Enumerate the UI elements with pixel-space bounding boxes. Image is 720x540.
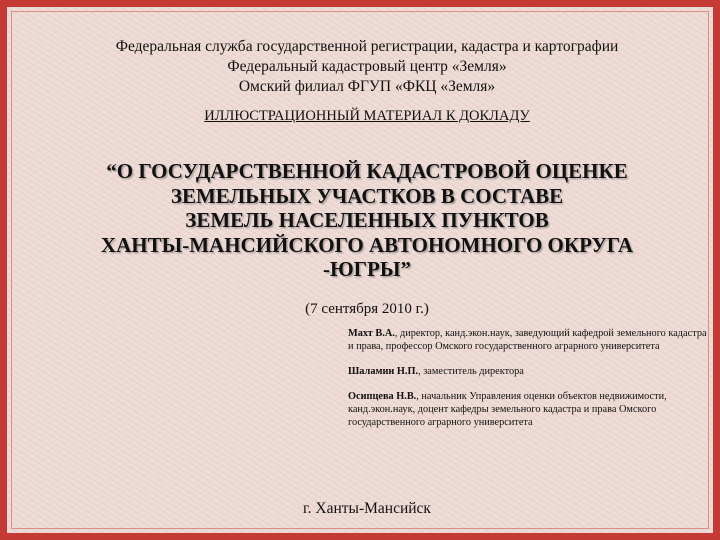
title-line: ЗЕМЕЛЬ НАСЕЛЕННЫХ ПУНКТОВ [185,208,549,232]
author-entry [348,390,708,429]
author-description: , заместитель директора [418,366,524,377]
author-description: , начальник Управления оценки объектов недвижимости, канд.экон.наук, доцент кафедры земельного кадастра и права Омского государственного аграрного университета [348,391,667,428]
title-line: -ЮГРЫ” [323,257,411,281]
header-line-agency: Федеральная служба государственной регистрации, кадастра и картографии [115,38,619,55]
author-entry [348,365,708,378]
header-line-center: Федеральный кадастровый центр «Земля» [227,58,507,75]
title-line: “О ГОСУДАРСТВЕННОЙ КАДАСТРОВОЙ ОЦЕНКЕ [106,159,628,183]
report-date: (7 сентября 2010 г.) [305,301,429,317]
author-description: , директор, канд.экон.наук, заведующий кафедрой земельного кадастра и права, профессор Омского государственного аграрного университета [348,328,707,352]
organization-header [7,37,720,97]
author-name: Осипцева Н.В. [348,391,417,402]
header-line-branch: Омский филиал ФГУП «ФКЦ «Земля» [238,78,496,95]
city-footer: г. Ханты-Мансийск [303,500,431,517]
illustrative-material-label: ИЛЛЮСТРАЦИОННЫЙ МАТЕРИАЛ К ДОКЛАДУ [204,108,530,124]
author-entry [348,327,708,353]
title-line: ЗЕМЕЛЬНЫХ УЧАСТКОВ В СОСТАВЕ [170,183,564,208]
author-name: Махт В.А. [348,328,395,339]
title-line: ХАНТЫ-МАНСИЙСКОГО АВТОНОМНОГО ОКРУГА [100,232,634,257]
report-title [27,159,707,282]
authors-list [348,327,708,441]
author-name: Шаламин Н.П. [348,366,419,377]
